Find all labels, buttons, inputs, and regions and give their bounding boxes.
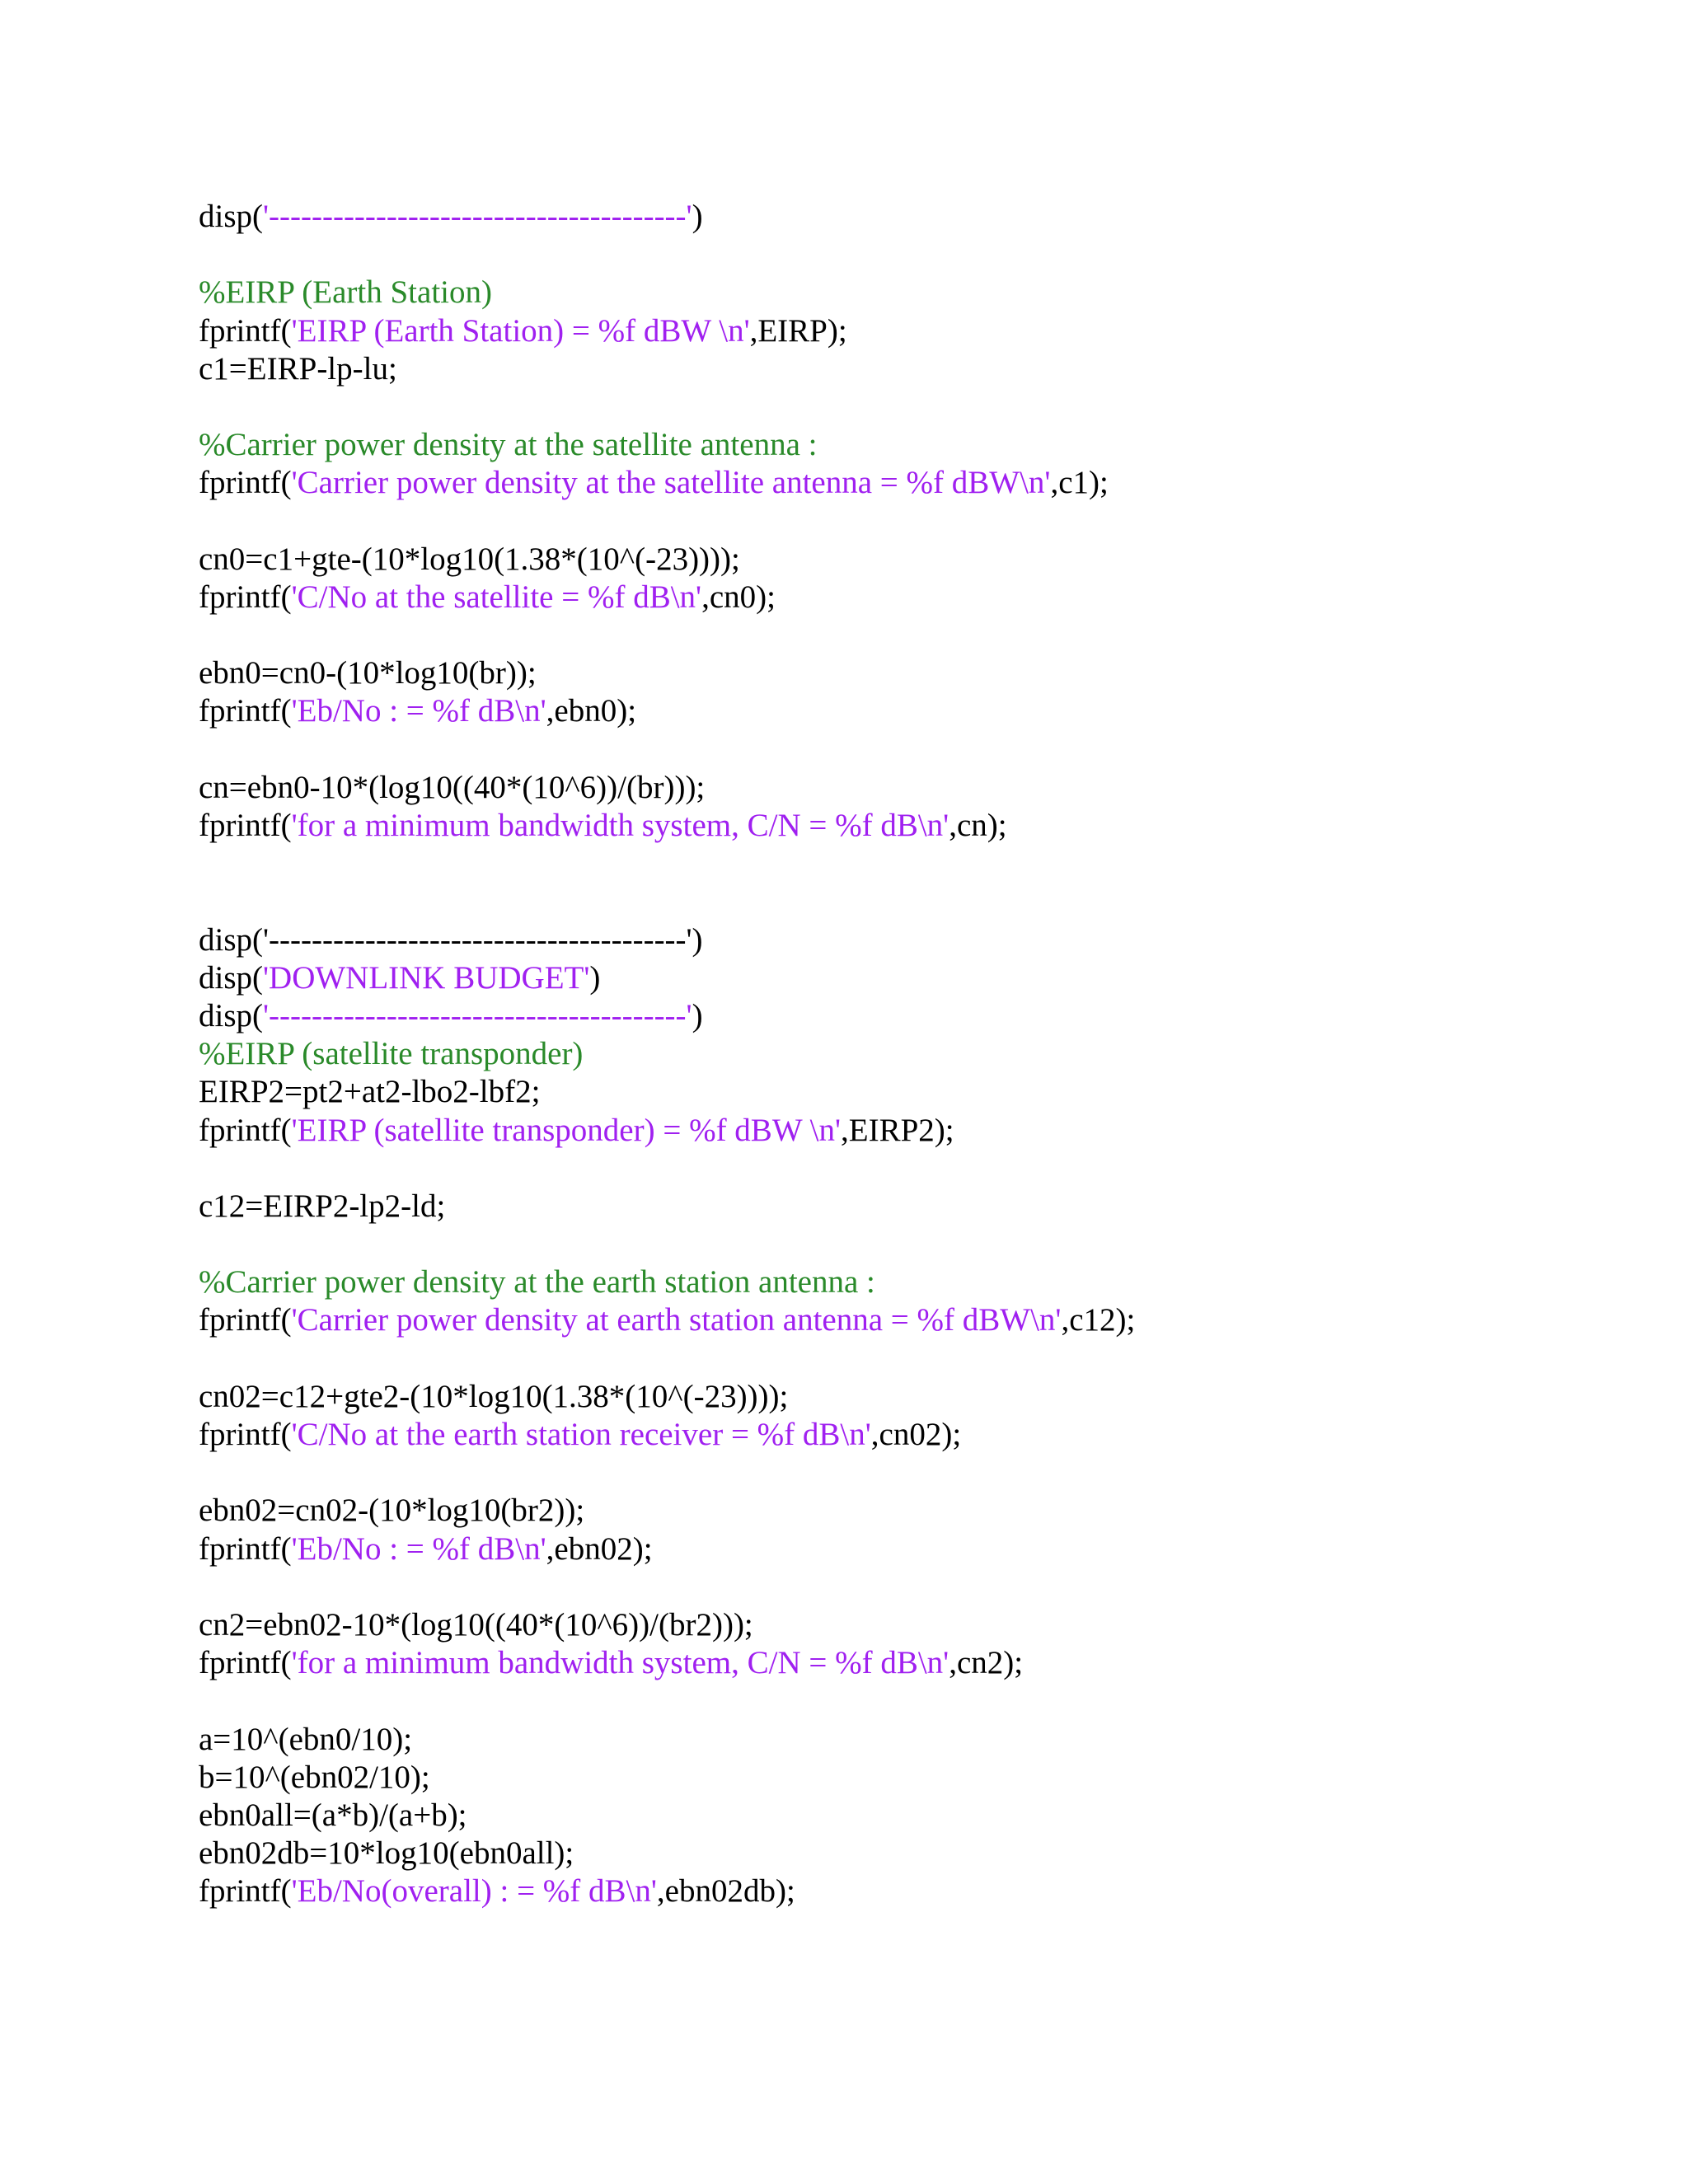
code-token: ,cn); bbox=[949, 808, 1007, 843]
string-literal: 'Eb/No(overall) : = %f dB\n' bbox=[291, 1873, 657, 1910]
code-token: fprintf( bbox=[199, 1645, 292, 1681]
comment-line bbox=[199, 1263, 1666, 1301]
code-line bbox=[199, 692, 1666, 730]
blank-line bbox=[199, 1454, 1666, 1492]
blank-line bbox=[199, 1150, 1666, 1188]
blank-line bbox=[199, 236, 1666, 274]
code-token: ebn0=cn0-(10*log10(br)); bbox=[199, 655, 537, 691]
code-token: c12=EIRP2-lp2-ld; bbox=[199, 1188, 446, 1224]
blank-line bbox=[199, 616, 1666, 654]
code-token: ) bbox=[692, 997, 703, 1033]
code-line bbox=[199, 1835, 1666, 1872]
code-line bbox=[199, 1073, 1666, 1111]
blank-line bbox=[199, 731, 1666, 769]
blank-line bbox=[199, 1568, 1666, 1606]
code-line bbox=[199, 1188, 1666, 1226]
blank-line bbox=[199, 503, 1666, 541]
code-token: ,EIRP2); bbox=[841, 1112, 954, 1148]
code-token: fprintf( bbox=[199, 312, 292, 349]
comment-line bbox=[199, 1035, 1666, 1073]
code-token: ,c12); bbox=[1061, 1302, 1136, 1338]
code-token: ) bbox=[692, 199, 703, 234]
code-token: ,cn0); bbox=[701, 579, 776, 615]
code-token: disp( bbox=[199, 997, 263, 1033]
code-line bbox=[199, 541, 1666, 579]
code-token: cn0=c1+gte-(10*log10(1.38*(10^(-23)))); bbox=[199, 541, 740, 577]
code-token: ebn02db=10*log10(ebn0all); bbox=[199, 1835, 574, 1872]
comment-text: %EIRP (satellite transponder) bbox=[199, 1036, 584, 1072]
code-token: disp('---------------------------------------') bbox=[199, 921, 703, 958]
blank-line bbox=[199, 845, 1666, 883]
string-literal: 'C/No at the earth station receiver = %f dB\n' bbox=[291, 1417, 871, 1452]
code-token: b=10^(ebn02/10); bbox=[199, 1759, 430, 1795]
code-line bbox=[199, 1492, 1666, 1530]
code-token: ebn0all=(a*b)/(a+b); bbox=[199, 1797, 467, 1833]
code-line bbox=[199, 198, 1666, 236]
code-token: fprintf( bbox=[199, 1302, 292, 1338]
code-token: EIRP2=pt2+at2-lbo2-lbf2; bbox=[199, 1074, 541, 1110]
code-line bbox=[199, 1378, 1666, 1416]
code-token: ) bbox=[589, 959, 601, 996]
code-line bbox=[199, 1606, 1666, 1644]
code-line bbox=[199, 959, 1666, 997]
code-line bbox=[199, 654, 1666, 692]
code-line bbox=[199, 1301, 1666, 1339]
code-token: ebn02=cn02-(10*log10(br2)); bbox=[199, 1493, 585, 1529]
code-line bbox=[199, 1872, 1666, 1910]
blank-line bbox=[199, 1682, 1666, 1720]
code-token: fprintf( bbox=[199, 1873, 292, 1910]
comment-text: %Carrier power density at the earth station antenna : bbox=[199, 1264, 875, 1301]
code-line bbox=[199, 1721, 1666, 1759]
code-token: disp( bbox=[199, 959, 263, 996]
string-literal: 'Eb/No : = %f dB\n' bbox=[291, 1530, 546, 1567]
string-literal: 'EIRP (Earth Station) = %f dBW \n' bbox=[291, 312, 750, 349]
string-literal: 'EIRP (satellite transponder) = %f dBW \n' bbox=[291, 1112, 842, 1148]
blank-line bbox=[199, 1340, 1666, 1378]
code-token: ,cn02); bbox=[870, 1417, 962, 1452]
code-token: c1=EIRP-lp-lu; bbox=[199, 350, 397, 387]
string-literal: '---------------------------------------' bbox=[263, 199, 692, 234]
string-literal: 'Carrier power density at earth station antenna = %f dBW\n' bbox=[291, 1302, 1062, 1338]
code-token: cn=ebn0-10*(log10((40*(10^6))/(br))); bbox=[199, 769, 706, 805]
code-line bbox=[199, 807, 1666, 845]
code-line bbox=[199, 1644, 1666, 1682]
comment-line bbox=[199, 426, 1666, 464]
code-token: disp( bbox=[199, 199, 263, 234]
code-token: fprintf( bbox=[199, 579, 292, 615]
comment-line bbox=[199, 274, 1666, 312]
code-line bbox=[199, 312, 1666, 350]
code-line bbox=[199, 1416, 1666, 1454]
code-token: cn02=c12+gte2-(10*log10(1.38*(10^(-23)))); bbox=[199, 1378, 789, 1414]
code-line bbox=[199, 1112, 1666, 1150]
comment-text: %Carrier power density at the satellite antenna : bbox=[199, 427, 818, 463]
code-line bbox=[199, 769, 1666, 807]
blank-line bbox=[199, 883, 1666, 921]
code-line bbox=[199, 1530, 1666, 1568]
blank-line bbox=[199, 388, 1666, 426]
code-token: fprintf( bbox=[199, 1417, 292, 1452]
code-token: fprintf( bbox=[199, 693, 292, 729]
comment-text: %EIRP (Earth Station) bbox=[199, 274, 492, 311]
code-line bbox=[199, 997, 1666, 1035]
code-token: a=10^(ebn0/10); bbox=[199, 1721, 413, 1757]
code-token: fprintf( bbox=[199, 465, 292, 501]
code-line bbox=[199, 1797, 1666, 1835]
code-token: ,ebn02); bbox=[546, 1530, 653, 1567]
code-token: fprintf( bbox=[199, 808, 292, 843]
code-token: ,EIRP); bbox=[749, 312, 847, 349]
code-line bbox=[199, 579, 1666, 616]
code-token: ,ebn0); bbox=[546, 693, 637, 729]
string-literal: 'Eb/No : = %f dB\n' bbox=[291, 693, 546, 729]
code-line bbox=[199, 1759, 1666, 1797]
string-literal: 'Carrier power density at the satellite antenna = %f dBW\n' bbox=[291, 465, 1051, 501]
code-token: ,ebn02db); bbox=[656, 1873, 795, 1910]
blank-line bbox=[199, 1226, 1666, 1263]
code-line bbox=[199, 921, 1666, 959]
code-token: fprintf( bbox=[199, 1112, 292, 1148]
code-token: ,c1); bbox=[1050, 465, 1109, 501]
string-literal: 'for a minimum bandwidth system, C/N = %f dB\n' bbox=[291, 808, 950, 843]
code-token: cn2=ebn02-10*(log10((40*(10^6))/(br2))); bbox=[199, 1606, 753, 1643]
code-token: fprintf( bbox=[199, 1530, 292, 1567]
code-listing bbox=[199, 198, 1666, 1910]
code-token: ,cn2); bbox=[949, 1645, 1024, 1681]
string-literal: '---------------------------------------' bbox=[263, 997, 692, 1033]
code-line bbox=[199, 350, 1666, 388]
string-literal: 'C/No at the satellite = %f dB\n' bbox=[291, 579, 702, 615]
string-literal: 'DOWNLINK BUDGET' bbox=[263, 959, 590, 996]
string-literal: 'for a minimum bandwidth system, C/N = %f dB\n' bbox=[291, 1645, 950, 1681]
code-line bbox=[199, 464, 1666, 502]
